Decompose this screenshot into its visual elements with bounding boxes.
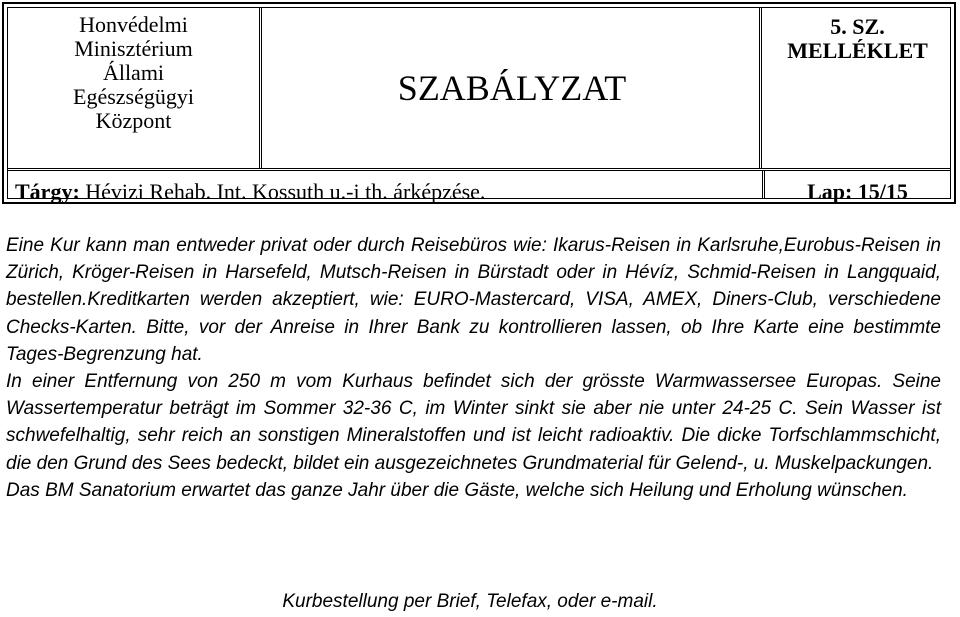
paragraph: Eine Kur kann man entweder privat oder durch Reisebüros wie: Ikarus-Reisen in Karlsruhe,Eurobus-Reisen in Zürich, Kröger-Reisen in Harsefeld, Mutsch-Reisen in Bürstadt oder in Hévíz, Schmid-Reisen in Langquaid, bestellen.Kreditkarten werden akzeptiert, wie: EURO-Mastercard, VISA, AMEX, Diners-Club, verschiedene Checks-Karten. Bitte, vor der Anreise in Ihrer Bank zu kontrollieren lassen, ob Ihre Karte eine bestimmte Tages-Begrenzung hat. bbox=[6, 235, 941, 365]
annex-line: 5. SZ. bbox=[830, 14, 885, 39]
subject bbox=[15, 179, 485, 205]
closing-line: Kurbestellung per Brief, Telefax, oder e-mail. bbox=[282, 591, 658, 612]
page-number: Lap: 15/15 bbox=[807, 179, 908, 204]
subject-row bbox=[8, 168, 950, 204]
org-line: Egészségügyi bbox=[73, 84, 194, 109]
organization-name bbox=[8, 8, 262, 168]
subject-text: Hévizi Rehab. Int. Kossuth u.-i th. árképzése. bbox=[85, 179, 486, 204]
document-title-cell bbox=[265, 8, 762, 168]
document-header bbox=[2, 2, 956, 204]
document-title: SZABÁLYZAT bbox=[397, 68, 627, 108]
paragraph: Das BM Sanatorium erwartet das ganze Jahr über die Gäste, welche sich Heilung und Erholung wünschen. bbox=[6, 479, 908, 501]
paragraph: In einer Entfernung von 250 m vom Kurhaus befindet sich der grösste Warmwassersee Europas. Seine Wassertemperatur beträgt im Sommer 32-36 C, im Winter sinkt sie aber nie unter 24-25 C. Sein Wasser ist schwefelhaltig, sehr reich an sonstigen Mineralstoffen und ist leicht radioaktiv. Die dicke Torfschlammschicht, die den Grund des Sees bedeckt, bildet ein ausgezeichnetes Grundmaterial für Gelend-, u. Muskelpackungen. bbox=[6, 371, 941, 474]
org-line: Honvédelmi bbox=[79, 12, 188, 37]
annex-label bbox=[765, 8, 950, 168]
org-line: Minisztérium bbox=[74, 36, 193, 61]
org-line: Központ bbox=[95, 108, 172, 133]
header-frame bbox=[7, 7, 951, 204]
body-text bbox=[6, 232, 941, 504]
annex-line: MELLÉKLET bbox=[787, 38, 928, 63]
subject-label: Tárgy: bbox=[15, 179, 80, 204]
org-line: Állami bbox=[102, 60, 165, 85]
